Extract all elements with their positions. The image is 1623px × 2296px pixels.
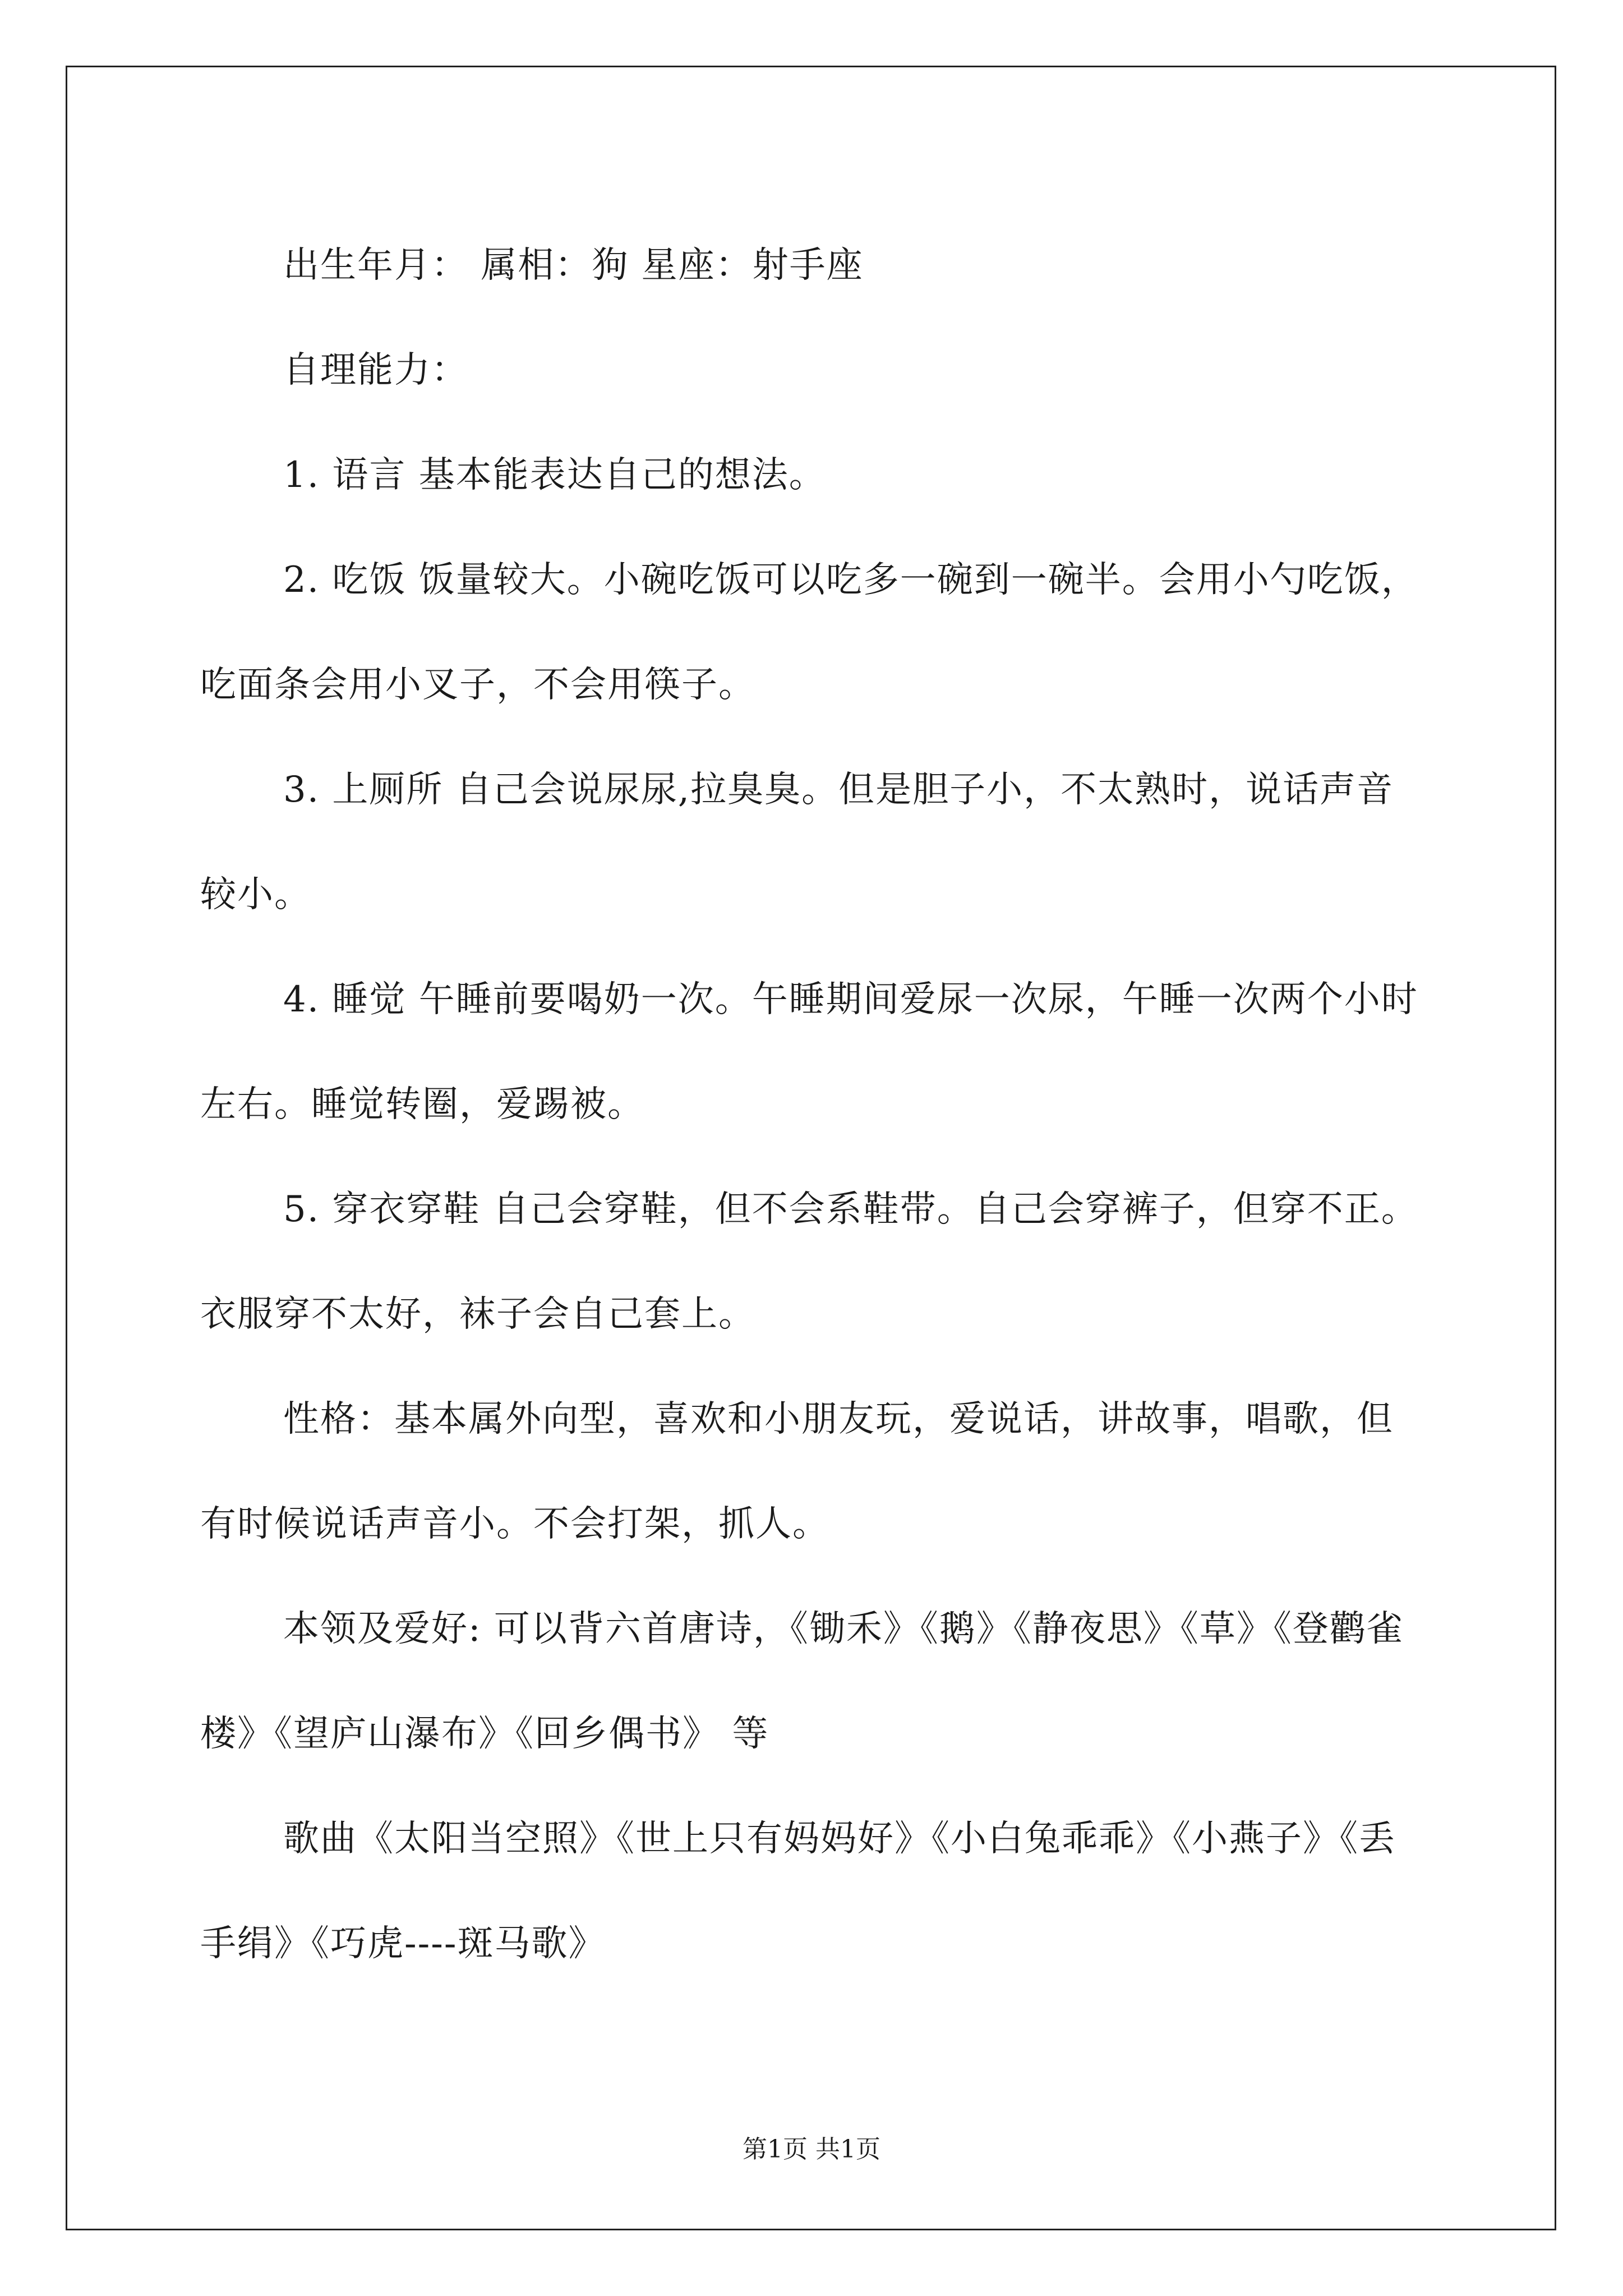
paragraph-toilet: 3. 上厕所 自己会说尿尿,拉臭臭。但是胆子小，不太熟时，说话声音较小。 [200, 769, 1394, 915]
paragraph-dressing: 5. 穿衣穿鞋 自己会穿鞋，但不会系鞋带。自己会穿裤子，但穿不正。衣服穿不太好，袜子会自己套上。 [200, 1189, 1418, 1335]
paragraph-songs: 歌曲《太阳当空照》《世上只有妈妈好》《小白兔乖乖》《小燕子》《丢手绢》《巧虎----斑马歌》 [200, 1818, 1396, 1964]
paragraph-skills-poems: 本领及爱好: 可以背六首唐诗，《锄禾》《鹅》《静夜思》《草》《登鹳雀楼》《望庐山瀑布》《回乡偶书》 等 [200, 1608, 1404, 1755]
document-body [200, 213, 1428, 1996]
paragraph-language: 1. 语言 基本能表达自己的想法。 [283, 454, 826, 496]
page-footer: 第1页 共1页 [743, 2135, 880, 2164]
paragraph-personality: 性格：基本属外向型，喜欢和小朋友玩，爱说话，讲故事，唱歌，但有时候说话声音小。不会打架，抓人。 [200, 1398, 1394, 1545]
paragraph-eating: 2. 吃饭 饭量较大。小碗吃饭可以吃多一碗到一碗半。会用小勺吃饭，吃面条会用小叉子，不会用筷子。 [200, 559, 1418, 706]
paragraph-sleep: 4. 睡觉 午睡前要喝奶一次。午睡期间爱尿一次尿，午睡一次两个小时左右。睡觉转圈，爱踢被。 [200, 979, 1418, 1125]
paragraph-birth-info: 出生年月： 属相：狗 星座：射手座 [283, 245, 864, 286]
paragraph-self-care-heading: 自理能力： [283, 349, 468, 391]
